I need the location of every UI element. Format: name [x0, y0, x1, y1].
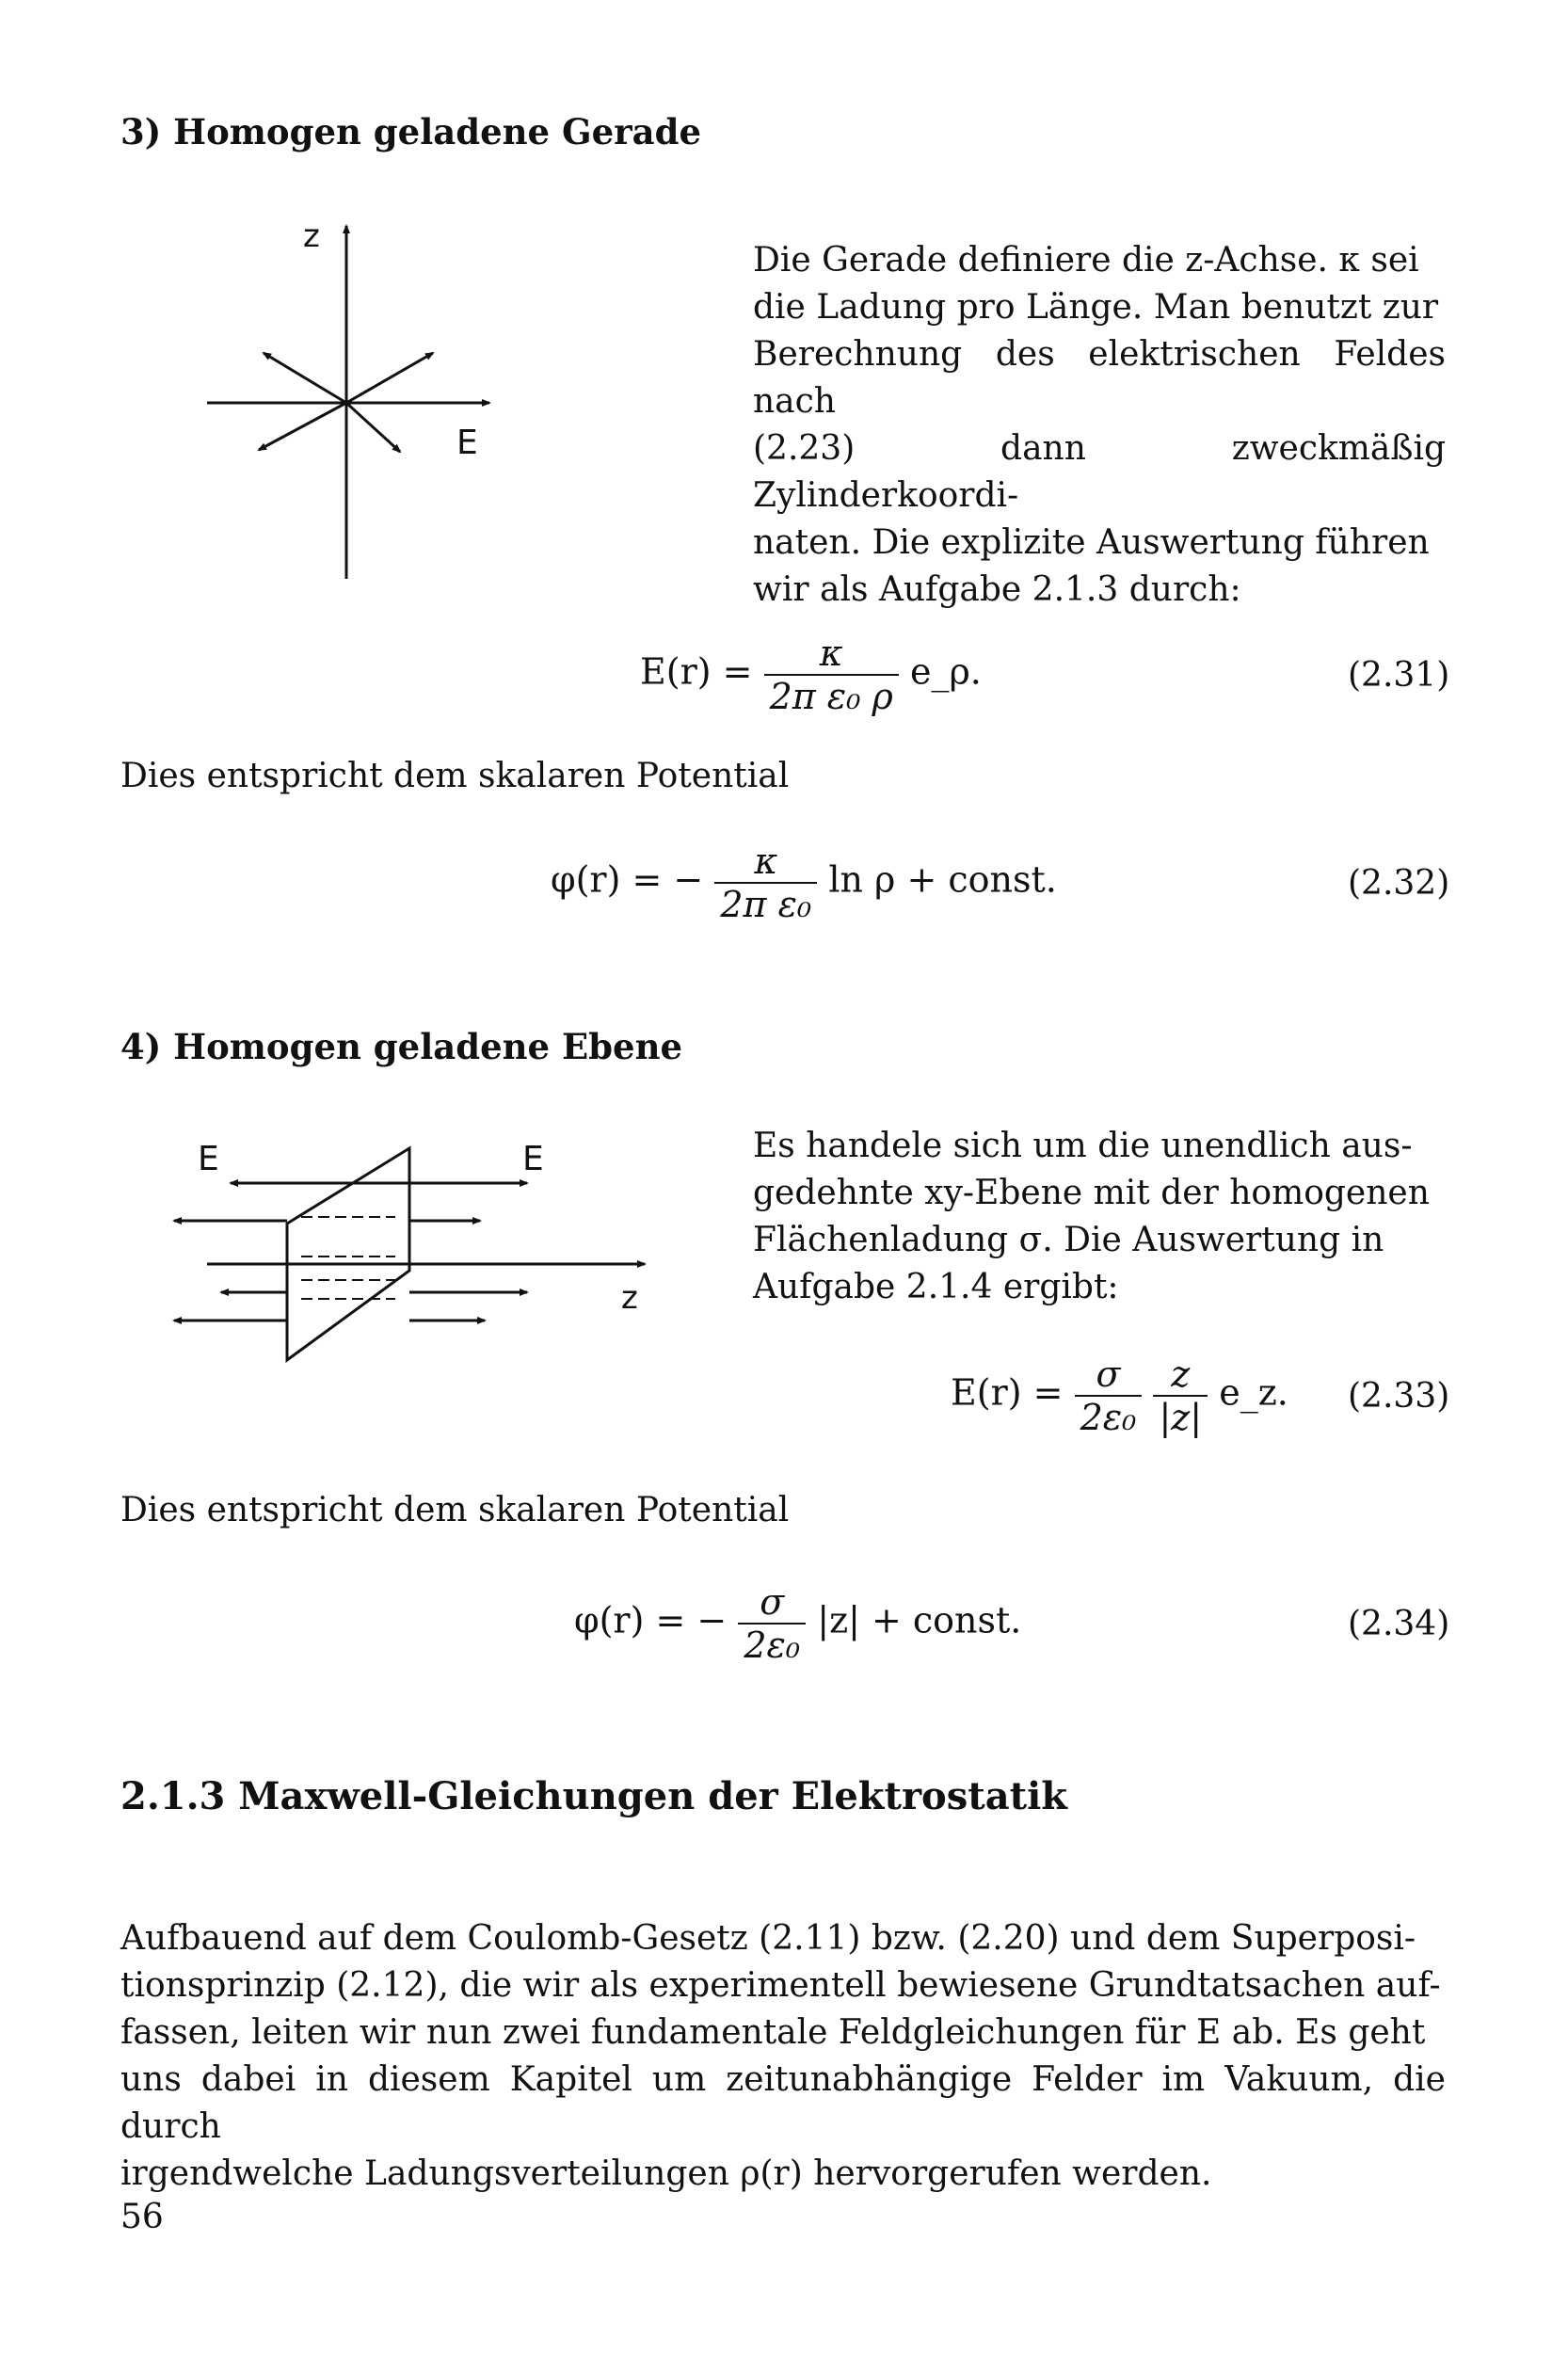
paragraph-line: (2.23) dann zweckmäßig Zylinderkoordi- — [753, 429, 1446, 515]
paragraph-line: Es handele sich um die unendlich aus- — [753, 1127, 1413, 1165]
field-arrow — [346, 403, 400, 452]
paragraph-line: fassen, leiten wir nun zwei fundamentale Feldgleichungen für E ab. Es geht — [120, 2013, 1426, 2052]
equation-2-32 — [551, 840, 1057, 925]
equation-number: (2.31) — [1348, 656, 1450, 695]
eq-lhs: φ(r) = − — [551, 858, 704, 901]
equation-2-33 — [951, 1353, 1288, 1438]
potential-intro: Dies entspricht dem skalaren Potential — [120, 1491, 790, 1529]
equation-number: (2.34) — [1348, 1605, 1450, 1643]
page-number: 56 — [120, 2198, 164, 2236]
eq-fraction — [1075, 1353, 1143, 1438]
section-3-heading: 3) Homogen geladene Gerade — [120, 111, 701, 152]
section-4-paragraph — [753, 1123, 1446, 1311]
eq-denominator: 2π ε₀ ρ — [764, 674, 899, 717]
paragraph-line: Die Gerade definiere die z-Achse. κ sei — [753, 241, 1419, 280]
section-3-paragraph — [753, 237, 1446, 614]
eq-fraction — [764, 632, 899, 717]
potential-intro: Dies entspricht dem skalaren Potential — [120, 757, 790, 795]
paragraph-line: die Ladung pro Länge. Man benutzt zur — [753, 288, 1439, 327]
equation-2-34 — [574, 1581, 1021, 1666]
eq-fraction — [1153, 1353, 1208, 1438]
eq-numerator: κ — [819, 632, 843, 674]
equation-2-31 — [640, 632, 982, 717]
eq-numerator: κ — [754, 840, 778, 882]
paragraph-line: naten. Die explizite Auswertung führen — [753, 523, 1430, 562]
paragraph-line: irgendwelche Ladungsverteilungen ρ(r) hervorgerufen werden. — [120, 2154, 1212, 2193]
charged-plane-figure — [160, 1125, 668, 1407]
paragraph-line: Aufbauend auf dem Coulomb-Gesetz (2.11) bzw. (2.20) und dem Superposi- — [120, 1919, 1416, 1958]
paragraph-line: tionsprinzip (2.12), die wir als experimentell bewiesene Grundtatsachen auf- — [120, 1966, 1441, 2005]
z-label: z — [621, 1279, 638, 1317]
e-label: E — [456, 424, 478, 462]
eq-numerator: σ — [760, 1581, 785, 1623]
paragraph-line: uns dabei in diesem Kapitel um zeitunabhängige Felder im Vakuum, die durch — [120, 2060, 1446, 2146]
eq-denominator: 2ε₀ — [1075, 1395, 1143, 1438]
paragraph-line: Aufgabe 2.1.4 ergibt: — [753, 1268, 1119, 1306]
eq-denominator: 2ε₀ — [738, 1623, 806, 1666]
eq-rhs: ln ρ + const. — [828, 858, 1057, 901]
field-arrow — [259, 403, 346, 450]
eq-denominator: 2π ε₀ — [714, 882, 817, 925]
paragraph-line: Flächenladung σ. Die Auswertung in — [753, 1221, 1384, 1259]
eq-numerator: σ — [1096, 1353, 1121, 1395]
plane-shape — [287, 1148, 409, 1360]
eq-rhs: e_ρ. — [909, 650, 982, 693]
equation-number: (2.33) — [1348, 1377, 1450, 1416]
paragraph-line: gedehnte xy-Ebene mit der homogenen — [753, 1174, 1430, 1212]
subsection-title: 2.1.3 Maxwell-Gleichungen der Elektrostatik — [120, 1774, 1068, 1818]
paragraph-line: Berechnung des elektrischen Feldes nach — [753, 335, 1446, 421]
eq-rhs: e_z. — [1219, 1371, 1288, 1414]
line-charge-figure — [188, 207, 527, 584]
equation-number: (2.32) — [1348, 864, 1450, 903]
eq-fraction — [714, 840, 817, 925]
eq-rhs: |z| + const. — [817, 1599, 1022, 1641]
paragraph-line: wir als Aufgabe 2.1.3 durch: — [753, 570, 1241, 609]
field-arrow — [346, 353, 433, 403]
eq-lhs: E(r) = — [951, 1371, 1064, 1414]
e-label-right: E — [522, 1140, 544, 1178]
field-arrow — [264, 353, 346, 403]
eq-lhs: φ(r) = − — [574, 1599, 728, 1641]
z-label: z — [303, 217, 320, 255]
eq-fraction — [738, 1581, 806, 1666]
eq-numerator: z — [1171, 1353, 1191, 1395]
eq-lhs: E(r) = — [640, 650, 753, 693]
e-label-left: E — [198, 1140, 219, 1178]
subsection-paragraph — [120, 1915, 1446, 2198]
section-4-heading: 4) Homogen geladene Ebene — [120, 1026, 683, 1067]
eq-denominator: |z| — [1153, 1395, 1208, 1438]
